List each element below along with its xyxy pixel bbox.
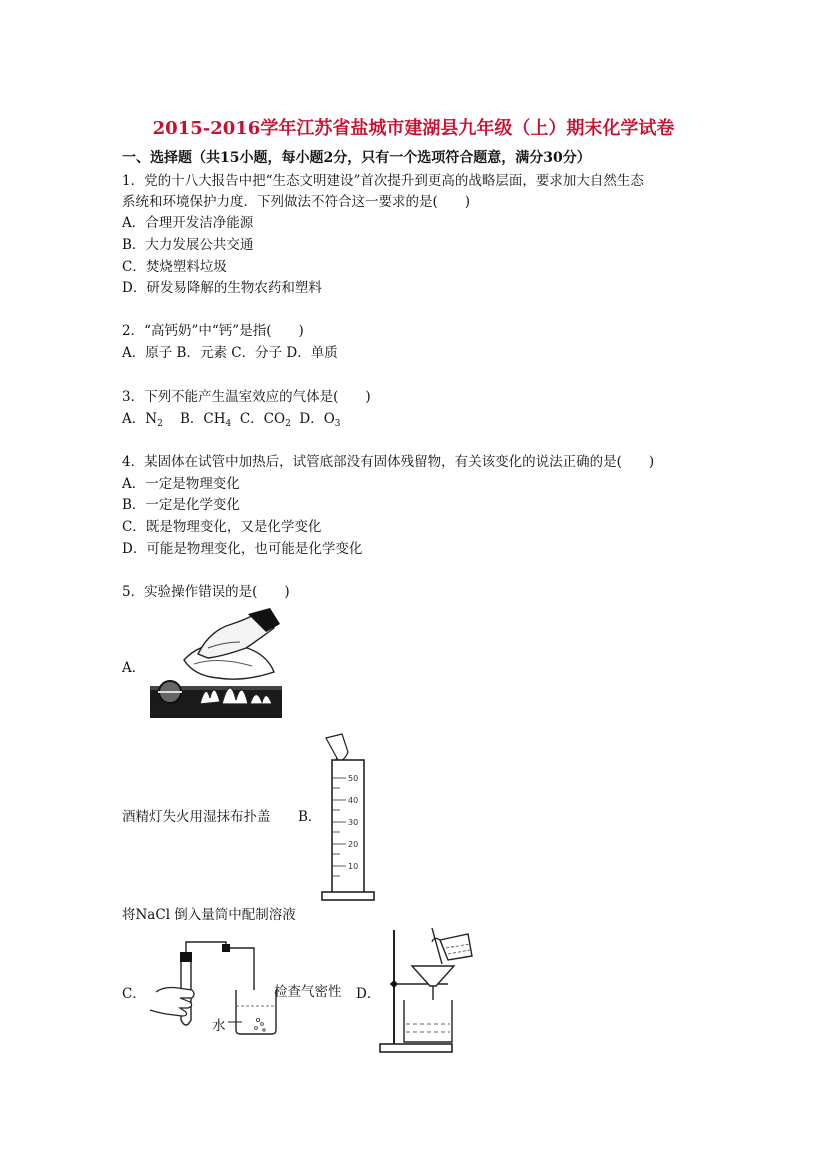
q3-option-d: D．O [299,411,335,427]
q4-stem: 4．某固体在试管中加热后，试管底部没有固体残留物，有关该变化的说法正确的是( ) [122,454,655,470]
q4-option-b: B．一定是化学变化 [122,497,240,513]
q3-option-a: A．N [122,411,158,427]
section-heading: 一、选择题（共15小题，每小题2分，只有一个选项符合题意，满分30分） [122,150,591,166]
q3-option-c-sub: 2 [285,419,291,429]
exam-title: 2015-2016学年江苏省盐城市建湖县九年级（上）期末化学试卷 [152,118,675,139]
q3-options [122,407,341,429]
q3-stem: 3．下列不能产生温室效应的气体是( ) [122,389,371,405]
q1-option-c: C．焚烧塑料垃圾 [122,259,227,275]
figure-b-measuring-cylinder [318,732,374,902]
tick-30: 30 [348,818,359,827]
q3-option-c: C．CO [239,411,286,427]
figure-d-filtration [376,926,476,1056]
q3-option-b-sub: 4 [225,419,232,429]
tick-10: 10 [348,862,359,871]
q3-option-a-sub: 2 [157,419,163,429]
tick-20: 20 [348,840,359,849]
figure-a-wet-cloth [148,608,284,720]
q3-option-b: B．CH [179,411,226,427]
q5-caption-c: 检查气密性 [274,984,342,1000]
q2-stem: 2．“高钙奶”中“钙”是指( ) [122,323,304,339]
water-label: 水 [212,1018,226,1034]
q4-option-a: A．一定是物理变化 [122,476,240,492]
q2-options: A．原子 B．元素 C．分子 D．单质 [122,345,338,361]
tick-40: 40 [348,796,359,805]
q5-caption-a: 酒精灯失火用湿抹布扑盖 [122,809,271,825]
tick-50: 50 [348,774,359,783]
q5-label-c: C． [122,986,146,1002]
q3-option-d-sub: 3 [334,419,341,429]
q4-option-d: D．可能是物理变化，也可能是化学变化 [122,541,363,557]
q5-stem: 5．实验操作错误的是( ) [122,584,290,600]
q5-label-a: A． [122,660,146,676]
q4-option-c: C．既是物理变化，又是化学变化 [122,519,322,535]
q1-stem-line1: 1．党的十八大报告中把“生态文明建设”首次提升到更高的战略层面，要求加大自然生态 [122,173,644,189]
q1-stem-line2: 系统和环境保护力度．下列做法不符合这一要求的是( ) [122,194,471,210]
q5-label-d: D． [356,986,381,1002]
q1-option-a: A．合理开发洁净能源 [122,215,254,231]
q5-label-b: B． [298,809,322,825]
q1-option-b: B．大力发展公共交通 [122,237,254,253]
q5-caption-b: 将NaCl 倒入量筒中配制溶液 [122,907,296,923]
q1-option-d: D．研发易降解的生物农药和塑料 [122,280,322,296]
